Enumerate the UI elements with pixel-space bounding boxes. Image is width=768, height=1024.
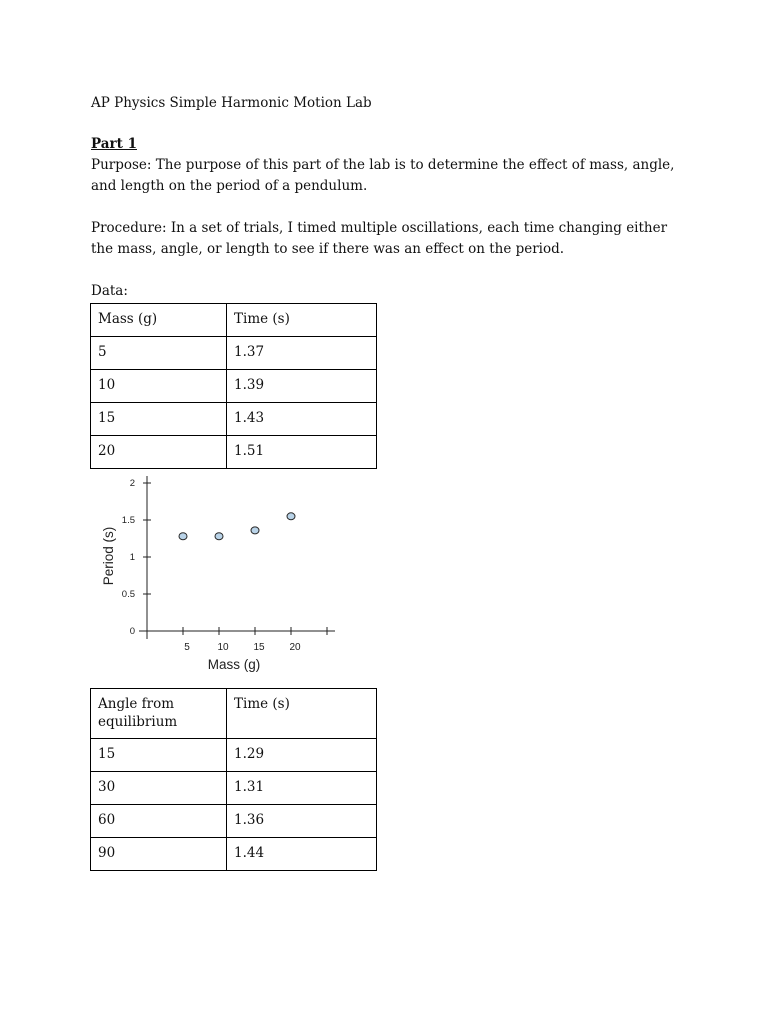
table-cell: 15 xyxy=(91,403,227,436)
procedure-paragraph: Procedure: In a set of trials, I timed multiple oscillations, each time changing either the mass, angle, or length to see if there was an effect on the period. xyxy=(91,220,668,257)
table-header-cell: Time (s) xyxy=(227,304,377,337)
y-tick-label: 0 xyxy=(129,626,135,637)
x-tick-label: 10 xyxy=(217,642,229,653)
y-tick-label: 2 xyxy=(129,478,135,489)
data-point xyxy=(215,533,223,540)
table-cell: 1.44 xyxy=(227,838,377,871)
mass-time-table xyxy=(90,303,377,469)
table-cell: 5 xyxy=(91,337,227,370)
table-cell: 1.37 xyxy=(227,337,377,370)
part-heading: Part 1 xyxy=(91,136,137,152)
data-point xyxy=(179,533,187,540)
table-cell: 1.36 xyxy=(227,805,377,838)
table-cell: 60 xyxy=(91,805,227,838)
table-cell: 30 xyxy=(91,772,227,805)
table-row xyxy=(91,805,377,838)
table-row xyxy=(91,370,377,403)
table-header-cell: Mass (g) xyxy=(91,304,227,337)
table-header-row xyxy=(91,689,377,739)
table-cell: 90 xyxy=(91,838,227,871)
table-cell: 1.39 xyxy=(227,370,377,403)
table-row xyxy=(91,403,377,436)
table-header-cell: Time (s) xyxy=(227,689,377,739)
x-tick-label: 20 xyxy=(289,642,301,653)
y-tick-label: 0.5 xyxy=(121,589,135,600)
table-header-row xyxy=(91,304,377,337)
y-tick-label: 1 xyxy=(129,552,135,563)
angle-time-table xyxy=(90,688,377,871)
y-tick-label: 1.5 xyxy=(121,515,135,526)
table-header-cell: Angle from equilibrium xyxy=(91,689,227,739)
table-cell: 1.43 xyxy=(227,403,377,436)
x-tick-label: 15 xyxy=(253,642,265,653)
purpose-paragraph: Purpose: The purpose of this part of the lab is to determine the effect of mass, angle, and length on the period of a pendulum. xyxy=(91,157,675,194)
table-cell: 10 xyxy=(91,370,227,403)
table-cell: 1.51 xyxy=(227,436,377,469)
data-label: Data: xyxy=(91,283,128,299)
table-cell: 1.31 xyxy=(227,772,377,805)
table-cell: 20 xyxy=(91,436,227,469)
y-axis-label: Period (s) xyxy=(101,526,116,586)
page-title: AP Physics Simple Harmonic Motion Lab xyxy=(91,95,372,111)
table-row xyxy=(91,772,377,805)
table-row xyxy=(91,436,377,469)
x-tick-label: 5 xyxy=(184,642,190,653)
table-row xyxy=(91,838,377,871)
data-points xyxy=(179,513,295,540)
table-cell: 1.29 xyxy=(227,739,377,772)
table-row xyxy=(91,337,377,370)
data-point xyxy=(287,513,295,520)
data-point xyxy=(251,527,259,534)
period-vs-mass-scatter xyxy=(95,470,345,675)
x-axis-label: Mass (g) xyxy=(207,657,261,672)
table-row xyxy=(91,739,377,772)
table-cell: 15 xyxy=(91,739,227,772)
